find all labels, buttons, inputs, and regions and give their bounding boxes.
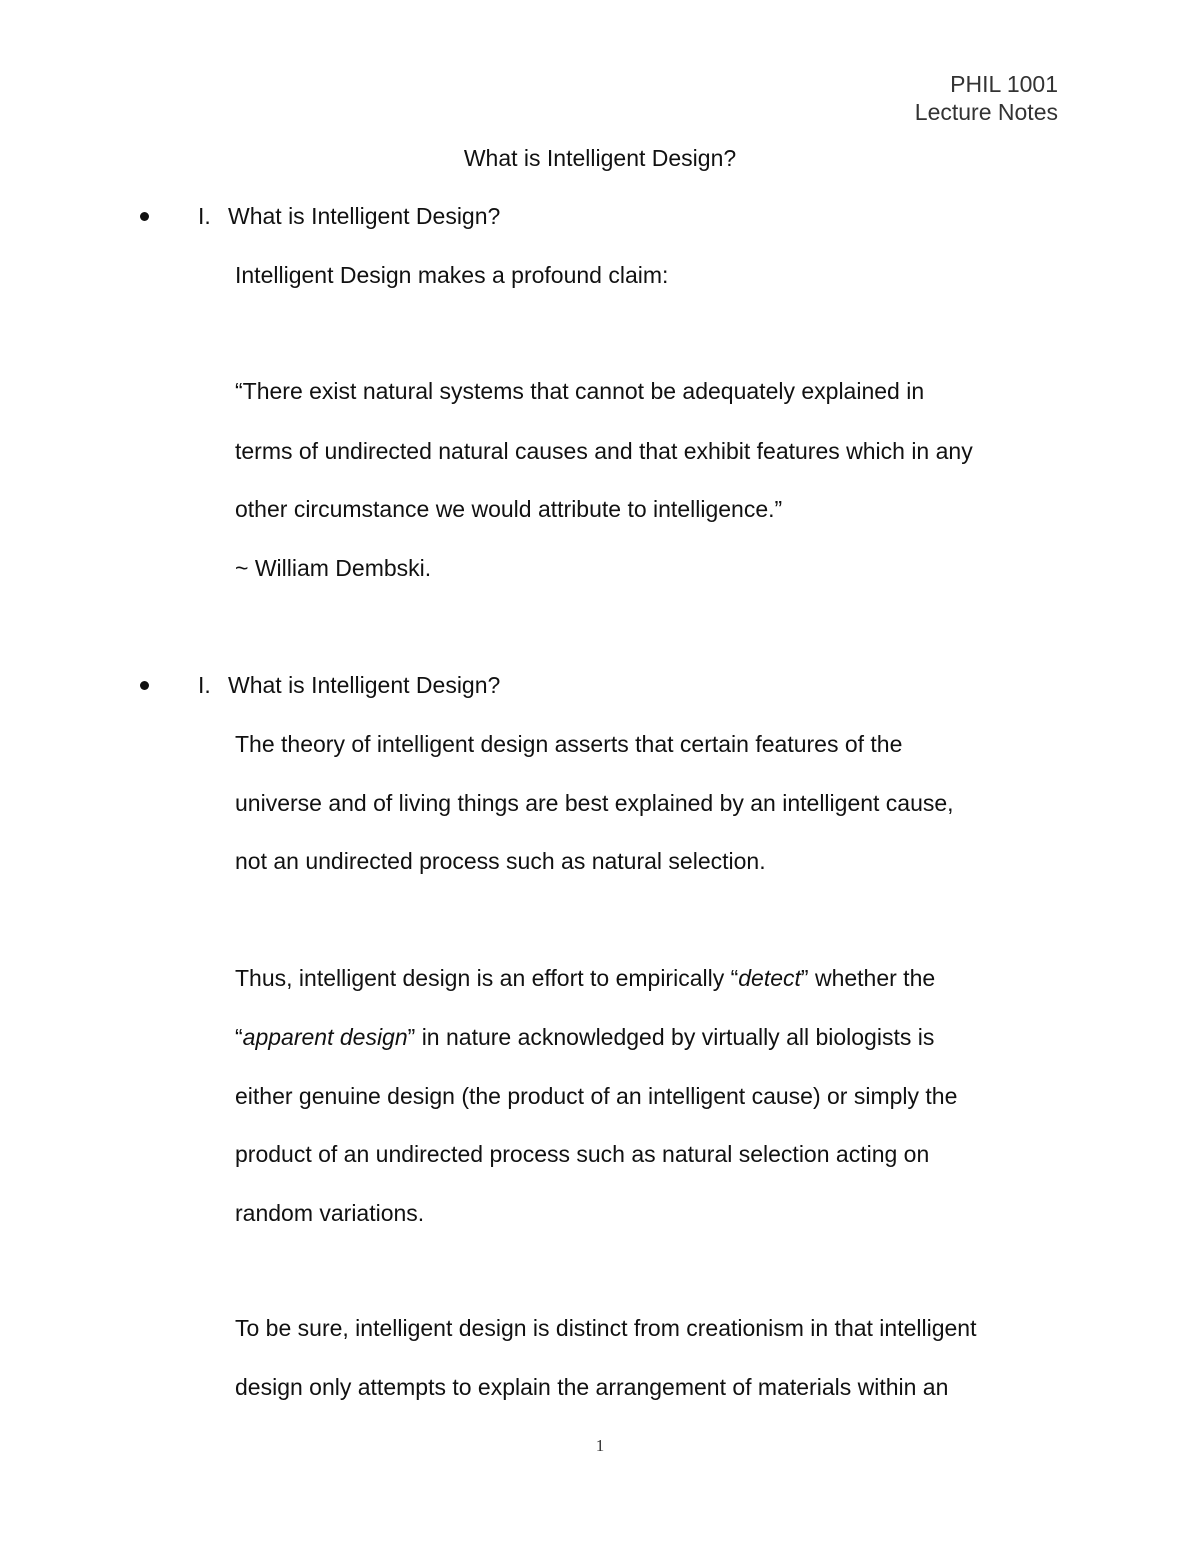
paragraph-line bbox=[235, 964, 935, 992]
document-title: What is Intelligent Design? bbox=[463, 145, 737, 171]
paragraph-line: either genuine design (the product of an intelligent cause) or simply the bbox=[235, 1083, 958, 1109]
bullet-icon bbox=[140, 681, 149, 690]
emphasis-text: detect bbox=[738, 965, 801, 991]
quote-line: terms of undirected natural causes and that exhibit features which in any bbox=[235, 438, 973, 464]
section-heading-text: What is Intelligent Design? bbox=[228, 203, 501, 229]
page-header bbox=[915, 70, 1058, 126]
document-type: Lecture Notes bbox=[914, 99, 1058, 125]
quote-attribution: ~ William Dembski. bbox=[235, 555, 432, 581]
text-run: ” whether the bbox=[800, 965, 936, 991]
quote-line: other circumstance we would attribute to intelligence.” bbox=[235, 496, 783, 522]
quote-line: “There exist natural systems that cannot be adequately explained in bbox=[235, 378, 925, 404]
course-code: PHIL 1001 bbox=[950, 71, 1058, 97]
paragraph-line: not an undirected process such as natural selection. bbox=[235, 848, 766, 874]
page-number: 1 bbox=[595, 1436, 605, 1455]
paragraph-line: design only attempts to explain the arrangement of materials within an bbox=[235, 1374, 949, 1400]
bullet-icon bbox=[140, 212, 149, 221]
paragraph-line bbox=[235, 1023, 934, 1051]
paragraph-line: product of an undirected process such as natural selection acting on bbox=[235, 1141, 930, 1167]
text-run: ” in nature acknowledged by virtually all biologists is bbox=[407, 1024, 935, 1050]
paragraph-line: To be sure, intelligent design is distinct from creationism in that intelligent bbox=[235, 1315, 977, 1341]
paragraph-line: random variations. bbox=[235, 1200, 425, 1226]
emphasis-text: apparent design bbox=[242, 1024, 408, 1050]
section-number: I. bbox=[198, 672, 211, 698]
section-number: I. bbox=[198, 203, 211, 229]
text-run: “ bbox=[235, 1024, 243, 1050]
paragraph-line: universe and of living things are best explained by an intelligent cause, bbox=[235, 790, 954, 816]
section-intro: Intelligent Design makes a profound claim: bbox=[235, 262, 669, 288]
paragraph-line: The theory of intelligent design asserts that certain features of the bbox=[235, 731, 903, 757]
section-heading-text: What is Intelligent Design? bbox=[228, 672, 501, 698]
text-run: Thus, intelligent design is an effort to empirically “ bbox=[235, 965, 739, 991]
